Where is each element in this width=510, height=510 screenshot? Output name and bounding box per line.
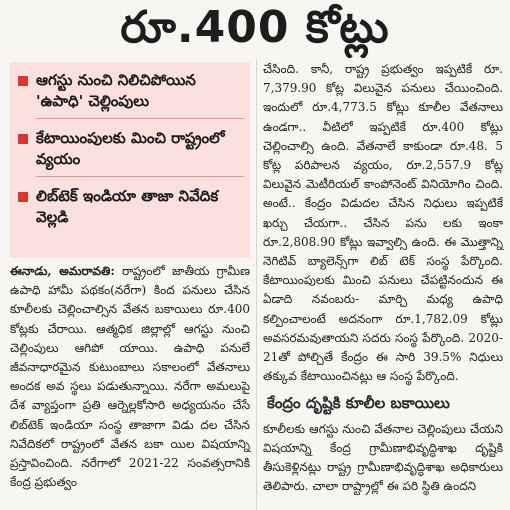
column-divider <box>256 60 257 510</box>
left-column <box>10 262 250 492</box>
right-paragraph-1: చేసింది. కానీ, రాష్ట్ర ప్రభుత్వం ఇప్పటికే రూ. 7,379.90 కోట్ల విలువైన పనులు చేయించింది. ఇందులో రూ.4,773.5 కోట్లు కూలీల వేతనాలు ఉండగా.. వీటిలో ఇప్పటికే రూ.400 కోట్లు చెల్లించాల్సి ఉంది. వేతనాలే కాకుండా రూ.48. 5 కోట్ల పరిపాలన వ్యయం, రూ.2,557.9 కోట్ల విలువైన మెటీరియల్ కాంపోనెంట్ వినియోగిం చింది. అంటే.. కేంద్రం విడుదల చేసిన నిధులు ఇప్పటికే ఖర్చు చేయగా.. చేసిన పను లకు ఇంకా రూ.2,808.90 కోట్లు ఇవ్వాల్సి ఉంది. ఈ మొత్తాన్ని నెగిటివ్ బ్యాలెన్స్‌గా లిబ్ టెక్ సంస్థ పేర్కొంది. కేటాయింపులకు మించి పనులు చేపట్టినందున ఈ ఏడాది నవంబరు- మార్చి మధ్య ఉపాధి కల్పించాలంటే అదనంగా రూ.1,782.09 కోట్లు అవసరమవుతాయని సదరు సంస్థ పేర్కొంది. 2020-21తో పోల్చితే కేంద్రం ఈ సారి 39.5% నిధులు తక్కువ కేటాయించినట్లు ఆ సంస్థ పేర్కొంది. <box>263 62 503 384</box>
square-bullet-icon <box>18 134 28 144</box>
left-paragraph <box>10 262 250 492</box>
subheading: కేంద్రం దృష్టికి కూలీల బకాయిలు <box>267 394 450 413</box>
highlights-box <box>10 62 250 258</box>
byline: ఈనాడు, అమరావతి: <box>10 264 115 278</box>
square-bullet-icon <box>18 76 28 86</box>
left-body-text: రాష్ట్రంలో జాతీయ గ్రామీణ ఉపాధి హామీ పథకం(నరేగా) కింద పనులు చేసిన కూలీలకు చెల్లించాల్సిన వేతన బకాయిలు రూ.400 కోట్లకు చేరాయి. ఆత్మధిక జిల్లాల్లో ఆగస్టు నుంచి చెల్లింపులు ఆగిపో యాయి. ఉపాధి పనులే జీవనాధారమైన కుటుంబాలు సకాలంలో వేతనాలు అందక అవ స్థలు పడుతున్నాయి. నరేగా అమలుపై దేశ వ్యాప్తంగా ప్రతి ఆర్నెల్లకోసారి అధ్యయనం చేసే లిబ్‌టెక్ ఇండియా సంస్థ తాజాగా విడు దల చేసిన నివేదికలో రాష్ట్రంలో వేతన బకా యిల విషయాన్ని ప్రస్తావించింది. నరేగాలో 2021-22 సంవత్సరానికి కేంద్ర ప్రభుత్వం <box>10 264 250 490</box>
highlight-item <box>18 70 244 119</box>
highlight-text: లిబ్‌టెక్ ఇండియా తాజా నివేదిక వెల్లడి <box>36 187 219 226</box>
headline: రూ.400 కోట్లు <box>120 2 390 53</box>
square-bullet-icon <box>18 192 28 202</box>
highlight-text: ఆగస్టు నుంచి నిలిచిపోయిన 'ఉపాధి' చెల్లింపులు <box>36 70 244 119</box>
right-column <box>263 60 503 496</box>
highlight-item <box>18 128 244 177</box>
right-paragraph-2: కూలీలకు ఆగస్టు నుంచి వేతనాల చెల్లింపులు చేయని విషయాన్ని కేంద్ర గ్రామీణాభివృద్ధిశాఖ దృష్టికి తీసుకెళ్లినట్లు రాష్ట్ర గ్రామీణాభివృద్ధిశాఖ అధికారులు తెలిపారు. చాలా రాష్ట్రాల్లో ఈ పరి స్థితి ఉందని <box>263 421 503 494</box>
highlight-item <box>18 186 244 234</box>
highlight-text: కేటాయింపులకు మించి రాష్ట్రంలో వ్యయం <box>36 128 244 177</box>
